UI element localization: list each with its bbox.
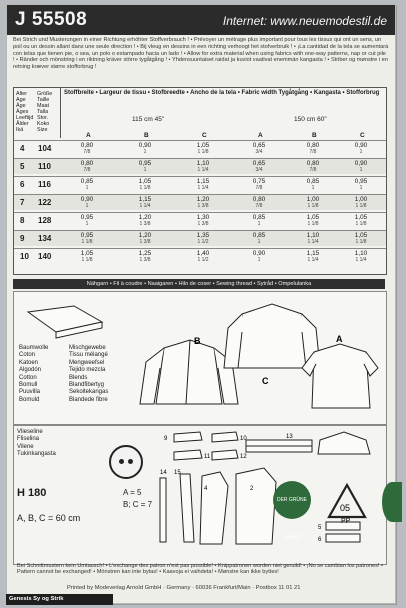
table-row <box>14 194 386 210</box>
width-150-label: 150 cm 60" <box>294 116 327 123</box>
recycle-number: 05 <box>340 503 351 513</box>
header-bar <box>7 5 395 35</box>
fabric-item: Blandfibertyg <box>69 382 105 389</box>
yards-value: 1 <box>359 149 363 155</box>
yards-value: 1 1/8 <box>139 185 151 191</box>
sewing-thread-bar: Nähgarn • Fil à coudre • Naaigaren • Hilo de coser • Sewing thread • Sytråd • Ompelulanka <box>13 279 385 289</box>
fabric-roll-icon <box>28 306 102 338</box>
interfacing-list <box>17 429 56 459</box>
piece-number: 5 <box>318 525 322 531</box>
metres-value: 1,25 <box>138 250 152 257</box>
col-a-115: A <box>86 132 91 139</box>
yards-value: 1 1/8 <box>307 203 319 209</box>
recycle-code: PP <box>341 518 351 523</box>
metres-value: 0,90 <box>138 142 152 149</box>
fabric-col-blends <box>69 345 149 404</box>
yards-value: 1 1/4 <box>197 167 209 173</box>
yards-value: 7/8 <box>255 185 263 191</box>
metres-value: 1,10 <box>196 160 210 167</box>
metres-value: 0,95 <box>354 178 368 185</box>
button-count-legend <box>123 487 152 511</box>
col-b-150: B <box>312 132 317 139</box>
fabric-width-title: Stoffbreite • Largeur de tissu • Stofbreedte • Ancho de la tela • Fabric width Tygåtgång • Kangasta • Stofforbrug <box>64 90 380 96</box>
metres-value: 1,10 <box>354 250 368 257</box>
piece-number: 13 <box>286 434 293 440</box>
yards-value: 1 3/8 <box>139 221 151 227</box>
yards-value: 1 1/4 <box>139 203 151 209</box>
metres-value: 1,20 <box>196 196 210 203</box>
metres-value: 0,90 <box>354 160 368 167</box>
table-row <box>14 230 386 246</box>
metres-value: 0,85 <box>252 232 266 239</box>
fabric-item: Bomull <box>19 382 38 389</box>
fabric-item: Sekoitekangas <box>69 389 109 396</box>
size-value: 116 <box>38 180 51 189</box>
yards-value: 3/4 <box>255 149 263 155</box>
metres-value: 0,95 <box>80 214 94 221</box>
piece-number: 12 <box>240 454 247 460</box>
metres-value: 0,85 <box>252 214 266 221</box>
age-value: 4 <box>20 144 25 153</box>
metres-value: 0,80 <box>252 196 266 203</box>
fabric-suggestions <box>19 345 109 404</box>
yards-value: 1 1/2 <box>197 257 209 263</box>
yards-value: 1 3/8 <box>197 203 209 209</box>
age-value: 10 <box>20 252 29 261</box>
fabric-item: Puuvilla <box>19 389 41 396</box>
table-row <box>14 158 386 174</box>
fabric-item: Cotton <box>19 374 37 381</box>
size-value: 104 <box>38 144 52 153</box>
metres-value: 1,05 <box>80 250 94 257</box>
age-value: 6 <box>20 180 25 189</box>
shop-sticker: Genesis Sy og Strik <box>6 594 113 605</box>
button-icon <box>109 445 143 479</box>
piece-number: 2 <box>250 486 254 492</box>
table-row <box>14 140 386 156</box>
table-row <box>14 176 386 192</box>
metres-value: 1,00 <box>354 196 368 203</box>
yards-value: 1 <box>85 221 89 227</box>
yards-value: 7/8 <box>83 167 91 173</box>
fabric-item: Tejido mezcla <box>69 367 106 374</box>
yards-value: 1 <box>85 203 89 209</box>
view-c-label: C <box>262 376 269 386</box>
age-header: Alter Age Âge Âges Leeftijd Ålder Ikä <box>16 91 34 133</box>
metres-value: 1,20 <box>138 232 152 239</box>
fabric-item: Tissu mélangé <box>69 352 108 359</box>
yards-value: 1 1/8 <box>355 203 367 209</box>
interfacing-item: Tukinkangasta <box>17 451 56 458</box>
piece-number: 10 <box>240 436 247 442</box>
metres-value: 0,65 <box>252 160 266 167</box>
piece-number: 9 <box>164 436 168 442</box>
metres-value: 0,80 <box>80 160 94 167</box>
metres-value: 0,95 <box>138 160 152 167</box>
metres-value: 0,90 <box>354 142 368 149</box>
legend-bc: B; C = 7 <box>123 500 153 509</box>
metres-value: 1,05 <box>306 214 320 221</box>
yards-value: 1 1/4 <box>307 257 319 263</box>
view-a-label: A <box>336 334 343 344</box>
size-value: 110 <box>38 162 51 171</box>
size-value: 122 <box>38 198 52 207</box>
pattern-code: J 55508 <box>15 9 88 30</box>
view-a-top-drawing <box>302 344 378 408</box>
yards-value: 1 1/8 <box>355 239 367 245</box>
metres-value: 1,00 <box>306 196 320 203</box>
printer-info: Printed by Modeverlag Arnold GmbH · Germany · 60036 Frankfurt/Main · Postbox 11 01 21 <box>67 585 301 591</box>
yards-value: 1 <box>85 185 89 191</box>
fabric-item: Mengweefsel <box>69 359 105 366</box>
size-value: 128 <box>38 216 52 225</box>
col-c-115: C <box>202 132 207 139</box>
metres-value: 0,85 <box>306 178 320 185</box>
age-value: 5 <box>20 162 25 171</box>
piece-number: 11 <box>204 454 211 460</box>
metres-value: 1,05 <box>354 232 368 239</box>
recycle-icon <box>325 483 369 523</box>
age-value: 9 <box>20 234 25 243</box>
yards-value: 1 1/4 <box>355 257 367 263</box>
col-c-150: C <box>360 132 365 139</box>
size-value: 140 <box>38 252 52 261</box>
intro-note: Bei Strich und Musterungen in einer Richtung erhöhter Stoffverbrauch ! • Prévoyer un métrage plus important pour tous les tissus qui ont un sens, un poil ou un dessin allant dans une seule direction ! • Bij vleug en dessins in een richting verhoogt het stofverbruik ! • ¡La cantidad de la tela se aumentará con telas que tienen pie, o sea, un polo o estampado hacia un lado ! • Allow for extra material when using fabrics with one-way patterns, nap or cut pile ! • Ränder och mönstring i en riktning kräver större tygåtgång ! • Yhdensuuntaiset raidat ja kuviot vaativat enemmän kangasta ! • Striber og mønstre i en retning kræver større stofforbrug ! <box>13 37 389 71</box>
interfacing-width: A, B, C = 60 cm <box>17 513 81 523</box>
fabric-item: Algodón <box>19 367 42 374</box>
yards-value: 1 <box>359 185 363 191</box>
size-value: 134 <box>38 234 52 243</box>
legend-a: A = 5 <box>123 488 142 497</box>
metres-value: 0,80 <box>306 142 320 149</box>
metres-value: 1,05 <box>196 142 210 149</box>
metres-value: 0,90 <box>252 250 266 257</box>
metres-value: 1,15 <box>138 196 152 203</box>
piece-number: 14 <box>160 470 167 476</box>
metres-value: 1,05 <box>138 178 152 185</box>
metres-value: 1,05 <box>354 214 368 221</box>
metres-value: 1,15 <box>306 250 320 257</box>
view-b-jacket-drawing <box>140 340 238 404</box>
yards-value: 1 1/8 <box>355 221 367 227</box>
fabric-col-cotton <box>19 345 48 404</box>
metres-value: 0,80 <box>80 142 94 149</box>
metres-value: 1,40 <box>196 250 210 257</box>
fabric-item: Coton <box>19 352 36 359</box>
width-115-label: 115 cm 45" <box>132 116 165 123</box>
yards-value: 1 <box>143 167 147 173</box>
fabric-item: Baumwolle <box>19 345 49 351</box>
piece-number: 4 <box>204 486 208 492</box>
size-header-label: Größe Taille Maat Talla Stor. Koko Size <box>37 91 53 133</box>
yards-value: 1 <box>257 221 261 227</box>
interfacing-item: Vlieseline <box>17 429 43 435</box>
yards-value: 1 1/8 <box>81 239 93 245</box>
metres-value: 0,65 <box>252 142 266 149</box>
fabric-item: Mischgewebe <box>69 345 106 351</box>
interfacing-code: H 180 <box>17 487 47 499</box>
exchange-warning: Bei Schnittmustern kein Umtausch! • L'exchange des patron n'est pas possible! • Knippatronen worden niet geruild! • ¡No se cambian los patrones! • Pattern cannot be exchanged! • Mönstren kan inte bytas! • Kaavoja ei vaihdeta! • Mønstre kan ikke byttes! <box>17 563 383 576</box>
fabric-item: Blandede fibre <box>69 396 108 403</box>
yards-value: 1 3/8 <box>139 239 151 245</box>
yards-value: 1 <box>257 239 261 245</box>
yards-value: 7/8 <box>309 167 317 173</box>
interfacing-item: Vilene <box>17 443 34 450</box>
piece-number: 6 <box>318 537 322 543</box>
interfacing-item: Fliselina <box>17 436 40 443</box>
age-value: 8 <box>20 216 25 225</box>
view-b-label: B <box>194 336 201 346</box>
yards-value: 1 <box>359 167 363 173</box>
yards-value: 1 1/8 <box>81 257 93 263</box>
metres-value: 1,35 <box>196 232 210 239</box>
yards-value: 1 <box>257 257 261 263</box>
yards-value: 7/8 <box>309 149 317 155</box>
metres-value: 1,30 <box>196 214 210 221</box>
metres-value: 1,20 <box>138 214 152 221</box>
table-row <box>14 248 386 264</box>
metres-value: 0,80 <box>306 160 320 167</box>
fabric-item: Bomuld <box>19 396 40 403</box>
yards-value: 1 3/8 <box>197 221 209 227</box>
green-dot-edge-icon <box>382 482 402 522</box>
metres-value: 0,95 <box>80 232 94 239</box>
age-value: 7 <box>20 198 25 207</box>
yards-value: 1 1/4 <box>307 239 319 245</box>
size-header <box>14 88 61 138</box>
piece-number: 15 <box>174 470 181 476</box>
yards-value: 1 1/8 <box>197 149 209 155</box>
yards-value: 1 <box>311 185 315 191</box>
metres-value: 1,10 <box>306 232 320 239</box>
metres-value: 0,90 <box>80 196 94 203</box>
website-url[interactable]: Internet: www.neuemodestil.de <box>222 14 387 28</box>
pattern-envelope-back <box>6 4 396 604</box>
yards-value: 1 1/2 <box>197 239 209 245</box>
yards-value: 1 1/8 <box>307 221 319 227</box>
metres-value: 0,75 <box>252 178 266 185</box>
yards-value: 3/4 <box>255 167 263 173</box>
yards-value: 7/8 <box>83 149 91 155</box>
metres-value: 1,15 <box>196 178 210 185</box>
col-b-115: B <box>144 132 149 139</box>
yards-value: 1 <box>143 149 147 155</box>
fabric-item: Blends <box>69 374 88 381</box>
table-row <box>14 212 386 228</box>
fabric-item: Katoen <box>19 359 39 366</box>
yards-value: 1 1/4 <box>197 185 209 191</box>
yards-value: 1 3/8 <box>139 257 151 263</box>
metres-value: 0,85 <box>80 178 94 185</box>
green-dot-icon: DER GRÜNE PUNKT <box>273 481 311 519</box>
yards-value: 7/8 <box>255 203 263 209</box>
yardage-table <box>13 87 387 275</box>
view-c-jacket-drawing <box>224 304 320 368</box>
col-a-150: A <box>258 132 263 139</box>
